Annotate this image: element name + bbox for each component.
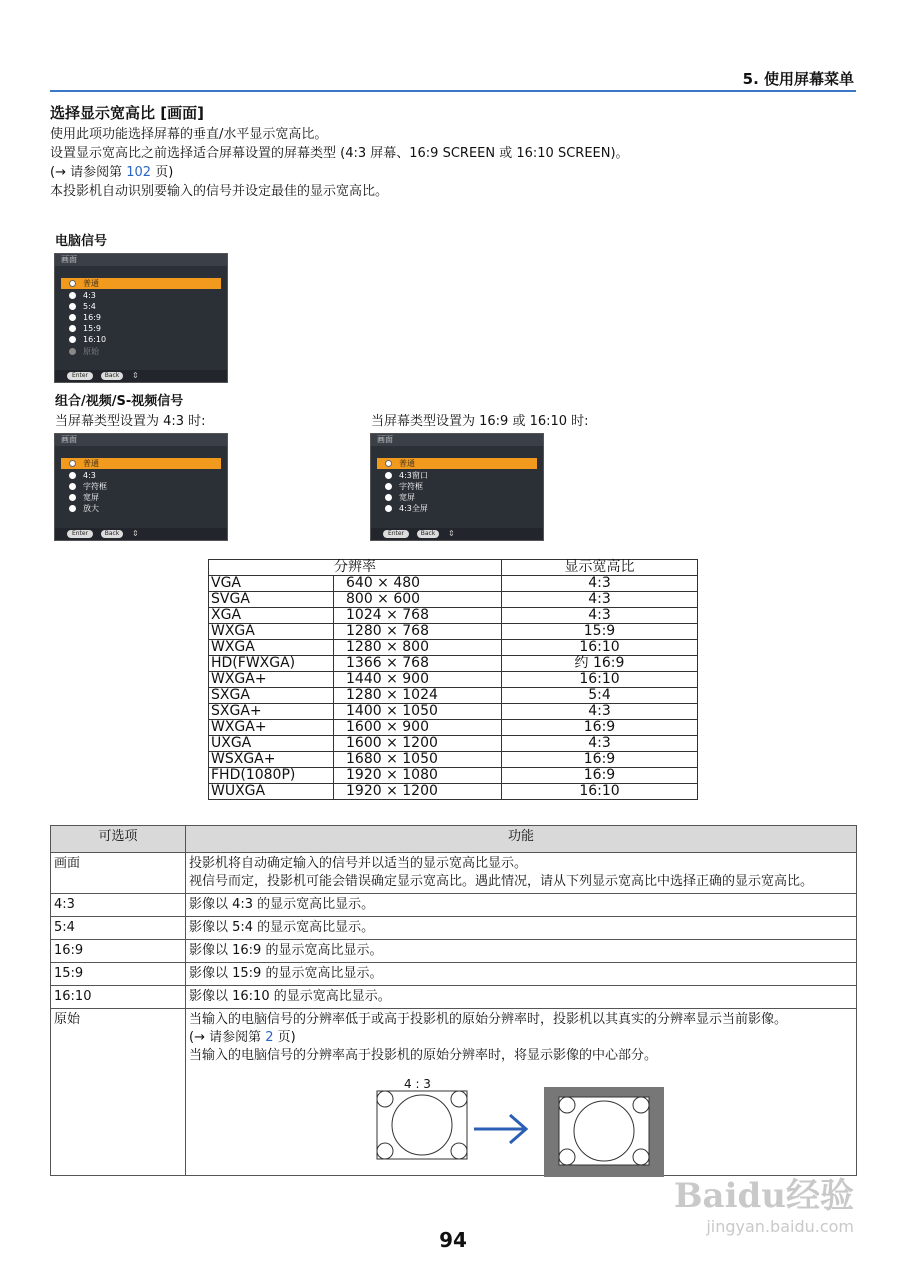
option-key: 16:9: [51, 940, 186, 963]
enter-button[interactable]: Enter: [383, 530, 409, 538]
aspect-ratio: 4:3: [502, 576, 698, 592]
table-row: [209, 752, 698, 768]
option-key: 4:3: [51, 894, 186, 917]
back-button[interactable]: Back: [101, 530, 123, 538]
resolution-table: [208, 559, 698, 800]
osd-item-normal[interactable]: 普通: [61, 278, 221, 289]
aspect-ratio: 16:9: [502, 752, 698, 768]
option-desc: [186, 894, 857, 917]
radio-icon: [69, 472, 76, 479]
table-row: [51, 894, 857, 917]
radio-icon: [69, 494, 76, 501]
video-signal-heading: 组合/视频/S-视频信号: [55, 394, 184, 409]
osd-footer: [371, 528, 543, 540]
intro-line-2: 设置显示宽高比之前选择适合屏幕设置的屏幕类型 (4:3 屏幕、16:9 SCREEN 或 16:10 SCREEN)。: [50, 146, 629, 161]
resolution-value: 1366 × 768: [334, 656, 502, 672]
watermark-url: jingyan.baidu.com: [706, 1217, 854, 1236]
resolution-value: 1920 × 1080: [334, 768, 502, 784]
table-row: [209, 608, 698, 624]
radio-icon: [69, 280, 76, 287]
option-desc-line: 影像以 16:9 的显示宽高比显示。: [189, 943, 383, 958]
enter-button[interactable]: Enter: [67, 530, 93, 538]
osd-item-4-3-window[interactable]: 4:3窗口: [377, 470, 537, 481]
osd-item-wide[interactable]: 宽屏: [377, 492, 537, 503]
radio-icon: [69, 460, 76, 467]
table-row: [209, 624, 698, 640]
enter-button[interactable]: Enter: [67, 372, 93, 380]
section-title: 5. 使用屏幕菜单: [742, 70, 854, 88]
osd-item-4-3-fill[interactable]: 4:3全屏: [377, 503, 537, 514]
osd-footer: [55, 528, 227, 540]
option-desc: [186, 940, 857, 963]
radio-icon: [69, 505, 76, 512]
osd-footer: [55, 370, 227, 382]
option-desc-line: 影像以 5:4 的显示宽高比显示。: [189, 920, 375, 935]
radio-icon: [69, 303, 76, 310]
intro-line-4: 本投影机自动识别要输入的信号并设定最佳的显示宽高比。: [50, 184, 389, 199]
osd-item-15-9[interactable]: 15:9: [61, 323, 221, 334]
watermark: [674, 1168, 854, 1236]
resolution-value: 640 × 480: [334, 576, 502, 592]
page-link-102[interactable]: 102: [126, 165, 152, 180]
osd-item-16-10[interactable]: 16:10: [61, 334, 221, 345]
resolution-name: FHD(1080P): [209, 768, 334, 784]
radio-icon: [385, 472, 392, 479]
option-desc-line: 影像以 16:10 的显示宽高比显示。: [189, 989, 391, 1004]
option-desc-line: 影像以 15:9 的显示宽高比显示。: [189, 966, 383, 981]
osd-item-wide[interactable]: 宽屏: [61, 492, 221, 503]
table-row: [51, 940, 857, 963]
page-link-2[interactable]: 2: [265, 1030, 274, 1045]
table-row: [51, 853, 857, 894]
radio-icon: [385, 460, 392, 467]
table-row: [209, 784, 698, 800]
up-down-arrow-icon: ⇕: [448, 529, 455, 538]
osd-item-4-3[interactable]: 4:3: [61, 290, 221, 301]
pc-osd-menu: [54, 253, 228, 383]
osd-title: 画面: [55, 434, 227, 446]
projected-frame-icon: [544, 1087, 664, 1177]
osd-item-4-3[interactable]: 4:3: [61, 470, 221, 481]
note-16-9: 当屏幕类型设置为 16:9 或 16:10 时:: [371, 414, 589, 429]
resolution-name: WXGA: [209, 624, 334, 640]
aspect-ratio: 4:3: [502, 608, 698, 624]
native-line-2: (→ 请参阅第 2 页): [189, 1030, 296, 1045]
osd-item-native: 原始: [61, 346, 221, 357]
osd-item-5-4[interactable]: 5:4: [61, 301, 221, 312]
aspect-ratio: 15:9: [502, 624, 698, 640]
col-header-function: 功能: [186, 826, 857, 853]
table-row: [209, 656, 698, 672]
option-key: 16:10: [51, 986, 186, 1009]
resolution-value: 1600 × 1200: [334, 736, 502, 752]
resolution-name: UXGA: [209, 736, 334, 752]
resolution-name: WUXGA: [209, 784, 334, 800]
table-row: [209, 704, 698, 720]
option-desc: [186, 853, 857, 894]
resolution-name: SXGA+: [209, 704, 334, 720]
radio-icon: [69, 292, 76, 299]
radio-icon: [69, 325, 76, 332]
table-row: [51, 1009, 857, 1176]
option-desc-line: 影像以 4:3 的显示宽高比显示。: [189, 897, 375, 912]
radio-icon: [385, 483, 392, 490]
header-rule: [50, 90, 856, 92]
aspect-ratio: 16:9: [502, 768, 698, 784]
table-row: [209, 576, 698, 592]
resolution-name: SXGA: [209, 688, 334, 704]
native-line-3: 当输入的电脑信号的分辨率高于投影机的原始分辨率时，将显示影像的中心部分。: [189, 1048, 658, 1063]
option-key: 15:9: [51, 963, 186, 986]
resolution-value: 1600 × 900: [334, 720, 502, 736]
resolution-name: HD(FWXGA): [209, 656, 334, 672]
up-down-arrow-icon: ⇕: [132, 529, 139, 538]
video-osd-menu-4-3: [54, 433, 228, 541]
radio-icon: [385, 494, 392, 501]
arrow-right-icon: [474, 1115, 526, 1143]
aspect-ratio: 16:10: [502, 640, 698, 656]
source-frame-icon: [377, 1091, 467, 1159]
resolution-value: 1280 × 1024: [334, 688, 502, 704]
col-header-option: 可选项: [51, 826, 186, 853]
table-row: [51, 963, 857, 986]
osd-item-normal[interactable]: 普通: [61, 458, 221, 469]
intro-line-3: [50, 164, 173, 182]
ref-prefix: (→ 请参阅第: [50, 165, 127, 180]
aspect-ratio: 16:10: [502, 784, 698, 800]
resolution-name: WXGA+: [209, 720, 334, 736]
resolution-name: WSXGA+: [209, 752, 334, 768]
aspect-ratio: 约 16:9: [502, 656, 698, 672]
table-row: [209, 640, 698, 656]
resolution-value: 1440 × 900: [334, 672, 502, 688]
osd-item-letterbox[interactable]: 字符框: [61, 481, 221, 492]
back-button[interactable]: Back: [417, 530, 439, 538]
aspect-ratio: 16:10: [502, 672, 698, 688]
option-desc: [186, 917, 857, 940]
osd-item-zoom[interactable]: 放大: [61, 503, 221, 514]
option-key: 画面: [51, 853, 186, 894]
col-header-aspect: 显示宽高比: [502, 560, 698, 576]
radio-icon: [69, 483, 76, 490]
resolution-name: SVGA: [209, 592, 334, 608]
resolution-value: 1280 × 800: [334, 640, 502, 656]
option-key: 原始: [51, 1009, 186, 1176]
table-row: [209, 768, 698, 784]
resolution-name: WXGA: [209, 640, 334, 656]
resolution-name: WXGA+: [209, 672, 334, 688]
option-desc: [186, 963, 857, 986]
aspect-ratio: 4:3: [502, 704, 698, 720]
watermark-brand: Baidu经验: [673, 1176, 854, 1216]
resolution-name: VGA: [209, 576, 334, 592]
back-button[interactable]: Back: [101, 372, 123, 380]
aspect-ratio: 16:9: [502, 720, 698, 736]
intro-line-1: 使用此项功能选择屏幕的垂直/水平显示宽高比。: [50, 127, 328, 142]
osd-title: 画面: [371, 434, 543, 446]
option-desc: [186, 986, 857, 1009]
native-diagram: [374, 1087, 674, 1177]
resolution-value: 800 × 600: [334, 592, 502, 608]
ref-suffix: 页): [151, 165, 174, 180]
diagram-label: 4 : 3: [404, 1077, 431, 1091]
page-title: 选择显示宽高比 [画面]: [50, 104, 204, 122]
resolution-name: XGA: [209, 608, 334, 624]
aspect-ratio: 5:4: [502, 688, 698, 704]
resolution-value: 1680 × 1050: [334, 752, 502, 768]
resolution-value: 1024 × 768: [334, 608, 502, 624]
native-line-1: 当输入的电脑信号的分辨率低于或高于投影机的原始分辨率时，投影机以其真实的分辨率显示当前影像。: [189, 1012, 788, 1027]
osd-item-16-9[interactable]: 16:9: [61, 312, 221, 323]
col-header-resolution: 分辨率: [209, 560, 502, 576]
table-row: [209, 736, 698, 752]
resolution-value: 1400 × 1050: [334, 704, 502, 720]
osd-item-letterbox[interactable]: 字符框: [377, 481, 537, 492]
radio-icon: [69, 336, 76, 343]
option-key: 5:4: [51, 917, 186, 940]
osd-item-normal[interactable]: 普通: [377, 458, 537, 469]
pc-signal-heading: 电脑信号: [55, 234, 108, 249]
table-row: [209, 720, 698, 736]
table-row: [51, 917, 857, 940]
options-table: [50, 825, 857, 1176]
video-osd-menu-16-9: [370, 433, 544, 541]
radio-icon: [385, 505, 392, 512]
osd-title: 画面: [55, 254, 227, 266]
page-number: 94: [439, 1228, 467, 1252]
aspect-ratio: 4:3: [502, 592, 698, 608]
up-down-arrow-icon: ⇕: [132, 371, 139, 380]
table-row: [209, 672, 698, 688]
table-row: [209, 592, 698, 608]
table-row: [51, 986, 857, 1009]
option-desc-line: 视信号而定，投影机可能会错误确定显示宽高比。遇此情况，请从下列显示宽高比中选择正确的显示宽高比。: [189, 874, 814, 889]
option-desc: [186, 1009, 857, 1176]
table-row: [209, 688, 698, 704]
radio-icon: [69, 314, 76, 321]
note-4-3: 当屏幕类型设置为 4:3 时:: [55, 414, 206, 429]
radio-icon: [69, 348, 76, 355]
aspect-ratio: 4:3: [502, 736, 698, 752]
option-desc-line: 投影机将自动确定输入的信号并以适当的显示宽高比显示。: [189, 856, 528, 871]
resolution-value: 1280 × 768: [334, 624, 502, 640]
resolution-value: 1920 × 1200: [334, 784, 502, 800]
